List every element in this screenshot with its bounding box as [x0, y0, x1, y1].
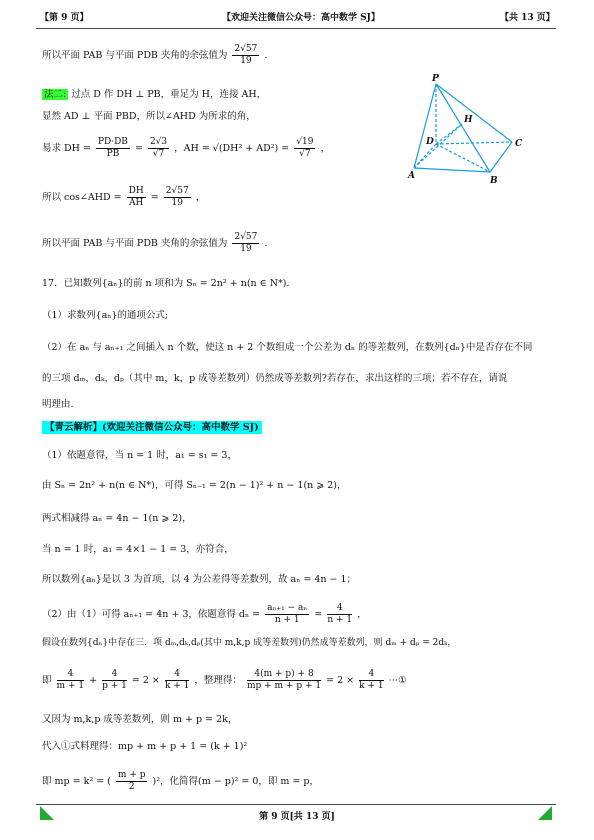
text: .	[264, 50, 268, 61]
solution-5: 所以数列{aₙ}是以 3 为首项，以 4 为公差得等差数列，故 aₙ = 4n − 1；	[42, 574, 357, 585]
analysis-badge: 【青云解析】(欢迎关注微信公众号：高中数学 SJ)	[42, 421, 262, 434]
header-total-pages: 【共 13 页】	[500, 13, 555, 23]
edge-PB	[436, 84, 490, 172]
header-rule	[36, 28, 556, 29]
label-A: A	[408, 171, 415, 181]
label-D: D	[426, 137, 434, 147]
solution-9: 又因为 m,k,p 成等差数列，则 m + p = 2k，	[42, 714, 238, 725]
fraction: $\frac{4}{p + 1}$	[102, 669, 127, 691]
line-1	[42, 44, 267, 67]
fraction: $\frac{2√57}{19}$	[234, 44, 258, 66]
label-C: C	[515, 139, 523, 149]
fraction: $\frac{DH}{AH}$	[128, 186, 144, 208]
solution-2: 由 Sₙ = 2n² + n(n ∈ N*)，可得 Sₙ₋₁ = 2(n − 1)² + n − 1(n ⩾ 2)，	[42, 480, 347, 491]
edge-AB	[414, 168, 490, 172]
fraction: $\frac{m + p}{2}$	[117, 770, 146, 792]
fraction: $\frac{PD\cdot DB}{PB}$	[97, 137, 128, 159]
solution-10: 代入①式料理得：mp + m + p + 1 = (k + 1)²	[42, 741, 248, 752]
solution-8: 即 $\frac{4}{m + 1}$ + $\frac{4}{p + 1}$ = 2 × $\frac{4}{k + 1}$ ，整理得： $\frac{4(m + p) + 8}{mp + m + p + 1}$ = 2 × $\frac{4}{k + 1}$ ⋯①	[42, 669, 407, 691]
fraction: $\frac{2√57}{19}$	[234, 232, 258, 254]
edge-DC	[436, 142, 512, 144]
question-17-part-2-a: （2）在 aₙ 与 aₙ₊₁ 之间插入 n 个数，使这 n + 2 个数组成一个公差为 dₙ 的等差数列，在数列{dₙ}中是否存在不同	[42, 342, 533, 353]
question-17-part-2-b: 的三项 dₘ，dₖ，dₚ（其中 m，k，p 成等差数列）仍然成等差数列?若存在，求出这样的三项；若不存在，请说	[42, 373, 508, 384]
question-17-part-2-c: 明理由.	[42, 399, 74, 410]
solution-11: 即 mp = k² = ( $\frac{m + p}{2}$ )²，化简得(m − p)² = 0，即 m = p，	[42, 770, 319, 792]
line-4: 易求 DH = $\frac{PD\cdot DB}{PB}$ = $\frac{2√3}{√7}$ ，AH = √(DH² + AD²) = $\frac{√19}{√7}$ ，	[42, 137, 331, 159]
fraction: $\frac{4(m + p) + 8}{mp + m + p + 1}$	[246, 669, 322, 691]
question-17-part-1: （1）求数列{aₙ}的通项公式;	[42, 310, 169, 321]
edge-PC	[436, 84, 512, 142]
solution-3: 两式相减得 aₙ = 4n − 1(n ⩾ 2)，	[42, 513, 192, 524]
text: 所以平面 PAB 与平面 PDB 夹角的余弦值为	[42, 50, 228, 61]
footer-rule	[36, 804, 556, 805]
fraction: $\frac{√19}{√7}$	[296, 137, 314, 159]
header-notice: 【欢迎关注微信公众号：高中数学 SJ】	[222, 13, 380, 23]
analysis-tag	[42, 421, 262, 435]
label-B: B	[490, 176, 498, 186]
edge-BC	[490, 142, 512, 172]
question-17: 17．已知数列{aₙ}的前 n 项和为 Sₙ = 2n² + n(n ∈ N*)．	[42, 278, 297, 289]
label-H: H	[464, 115, 473, 125]
fraction: $\frac{4}{m + 1}$	[56, 669, 85, 691]
line-6: 所以平面 PAB 与平面 PDB 夹角的余弦值为 $\frac{2√57}{19}$ .	[42, 232, 268, 254]
segment-AH	[414, 124, 462, 168]
text: 过点 D 作 DH ⊥ PB，垂足为 H，连接 AH，	[71, 89, 267, 100]
label-P: P	[432, 74, 439, 84]
fraction: $\frac{\text{aₙ₊₁ − aₙ}}{n + 1}$	[267, 603, 308, 625]
line-2	[42, 88, 266, 102]
fraction: $\frac{4}{k + 1}$	[164, 669, 190, 691]
solution-1: （1）依题意得，当 n = 1 时，a₁ = s₁ = 3，	[42, 450, 237, 461]
line-3: 显然 AD ⊥ 平面 PBD，所以∠AHD 为所求的角，	[42, 111, 256, 122]
solution-6: （2）由（1）可得 aₙ₊₁ = 4n + 3，依题意得 dₙ = $\frac{\text{aₙ₊₁ − aₙ}}{n + 1}$ = $\frac{4}{n + 1}$ ，	[42, 603, 367, 625]
solution-4: 当 n = 1 时，a₁ = 4×1 − 1 = 3，亦符合，	[42, 544, 234, 555]
fraction: $\frac{4}{n + 1}$	[327, 603, 353, 625]
fraction: $\frac{2√57}{19}$	[165, 186, 189, 208]
footer-page-number: 第 9 页[共 13 页]	[259, 812, 335, 822]
line-5: 所以 cos∠AHD = $\frac{DH}{AH}$ = $\frac{2√57}{19}$ ，	[42, 186, 206, 208]
header-page-number: 【第 9 页】	[40, 13, 89, 23]
fraction: $\frac{4}{k + 1}$	[359, 669, 384, 691]
pyramid-figure	[400, 72, 540, 187]
solution-7: 假设在数列{dₙ}中存在三．项 dₘ,dₖ,dₚ(其中 m,k,p 成等差数列)仍然成等差数列，则 dₘ + dₚ = 2dₖ，	[42, 638, 457, 648]
method-two-tag: 法二:	[44, 89, 67, 100]
fraction: $\frac{2√3}{√7}$	[149, 137, 168, 159]
